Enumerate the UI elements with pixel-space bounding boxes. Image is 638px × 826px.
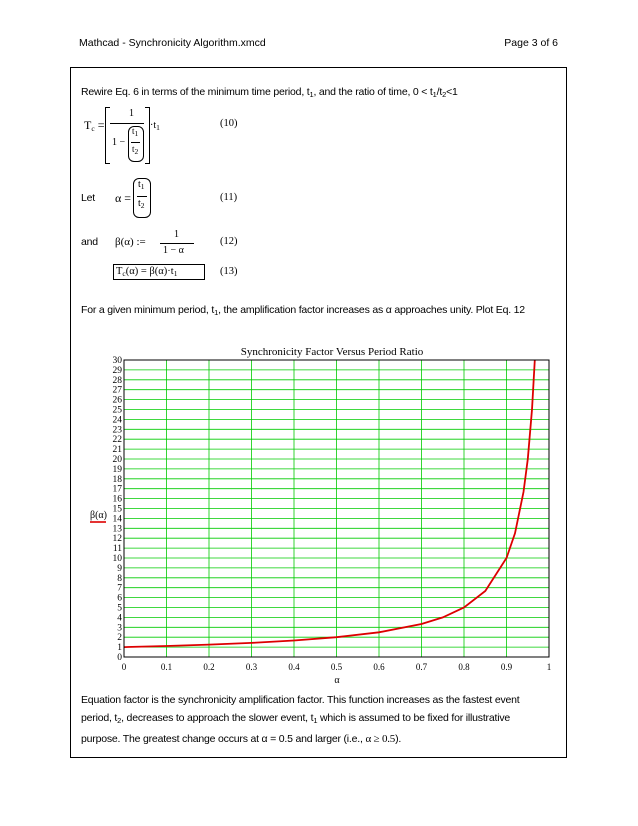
chart-title: Synchronicity Factor Versus Period Ratio (240, 346, 424, 358)
x-axis-label: α (334, 675, 340, 686)
beta-vs-alpha-chart (70, 338, 567, 690)
eq10-den-one: 1 − (112, 137, 126, 148)
x-tick-label: 0.6 (373, 662, 385, 672)
y-tick-label: 5 (117, 603, 122, 614)
eq10-t2: $t_2$ (132, 144, 139, 156)
header-page-number: Page 3 of 6 (504, 37, 558, 49)
y-tick-label: 26 (112, 395, 122, 406)
y-tick-label: 0 (117, 653, 122, 663)
eq12-lhs: β(α) := (115, 236, 146, 248)
x-tick-labels (122, 662, 552, 672)
x-tick-label: 0.1 (160, 662, 173, 672)
eq10-number: (10) (220, 118, 238, 129)
y-tick-label: 8 (117, 573, 122, 584)
y-tick-label: 3 (117, 623, 122, 634)
footer-line-3: purpose. The greatest change occurs at α = 0.5 and larger (i.e., α ≥ 0.5). (81, 733, 402, 745)
x-tick-label: 0.9 (500, 662, 513, 672)
y-tick-label: 14 (112, 514, 122, 525)
y-tick-label: 20 (112, 455, 122, 465)
y-tick-label: 30 (112, 356, 122, 366)
header-document-title: Mathcad - Synchronicity Algorithm.xmcd (79, 37, 266, 49)
x-tick-label: 0 (121, 662, 127, 672)
eq12-bar (160, 243, 194, 244)
eq10-fraction-bar (110, 123, 144, 124)
x-tick-label: 0.3 (245, 662, 258, 672)
y-tick-label: 16 (112, 494, 122, 505)
y-tick-label: 25 (112, 405, 122, 416)
eq12-numerator: 1 (174, 229, 179, 240)
y-tick-label: 2 (117, 633, 122, 644)
eq13-boxed-expression: $T_c(\alpha) = \beta(\alpha)\cdot t_1$ (113, 264, 205, 280)
y-tick-label: 4 (117, 613, 122, 624)
x-tick-label: 0.2 (203, 662, 215, 672)
eq10-right-bracket (145, 107, 150, 164)
footer-line-2: period, $t_2$, decreases to approach the slower event, $t_1$ which is assumed to be fixed for illustrative (81, 712, 511, 725)
eq12-denominator: 1 − α (163, 245, 184, 256)
eq10-tail: $\cdot t_1$ (150, 120, 160, 132)
x-tick-label: 0.7 (415, 662, 428, 672)
y-tick-label: 13 (112, 524, 122, 535)
y-tick-label: 15 (112, 504, 122, 515)
footer-paragraph (81, 691, 520, 748)
eq13-number: (13) (220, 266, 238, 277)
y-tick-label: 7 (117, 583, 122, 594)
eq10-t1: $t_1$ (132, 126, 139, 138)
y-tick-label: 11 (112, 544, 122, 555)
y-tick-label: 22 (112, 435, 122, 446)
y-tick-label: 19 (112, 464, 122, 475)
eq11-bar (137, 196, 147, 197)
eq11-let: Let (81, 192, 95, 204)
eq11-lhs: α = (115, 191, 132, 205)
y-tick-label: 27 (112, 385, 122, 396)
y-tick-label: 12 (112, 534, 122, 545)
y-tick-label: 21 (112, 445, 122, 456)
y-tick-label: 9 (117, 563, 122, 574)
eq11-t1: $t_1$ (138, 179, 145, 191)
footer-line-1: Equation factor is the synchronicity amplification factor. This function increases as the fastest event (81, 694, 520, 706)
y-tick-labels (113, 356, 123, 663)
y-tick-label: 24 (112, 415, 122, 426)
x-tick-label: 1 (546, 662, 552, 672)
series-line-beta (124, 360, 535, 647)
eq10-lhs: $T_c$ = (84, 118, 105, 133)
x-tick-label: 0.8 (458, 662, 470, 672)
y-tick-label: 6 (117, 593, 122, 604)
eq11-number: (11) (220, 192, 238, 203)
eq12-number: (12) (220, 236, 238, 247)
eq10-left-bracket (105, 107, 110, 164)
y-axis-label: β(α) (90, 510, 107, 521)
y-tick-label: 29 (112, 365, 122, 376)
eq10-numerator: 1 (129, 108, 134, 119)
y-tick-label: 23 (112, 425, 122, 436)
y-tick-label: 17 (112, 484, 122, 495)
y-tick-label: 10 (112, 554, 122, 564)
chart-grid (124, 360, 549, 657)
y-tick-label: 18 (112, 474, 122, 485)
eq10-inner-bar (131, 142, 140, 143)
eq11-t2: $t_2$ (138, 198, 145, 210)
y-tick-label: 1 (117, 643, 122, 654)
x-tick-label: 0.4 (288, 662, 300, 672)
x-tick-label: 0.5 (330, 662, 343, 672)
y-tick-label: 28 (112, 375, 122, 386)
mid-paragraph: For a given minimum period, $t_1$, the amplification factor increases as α approaches unity. Plot Eq. 12 (81, 304, 525, 317)
chart-series (124, 360, 535, 647)
eq12-and: and (81, 236, 98, 248)
intro-paragraph: Rewire Eq. 6 in terms of the minimum time period, $t_1$, and the ratio of time, $0 < t_1/t_2<1$ (81, 86, 458, 99)
